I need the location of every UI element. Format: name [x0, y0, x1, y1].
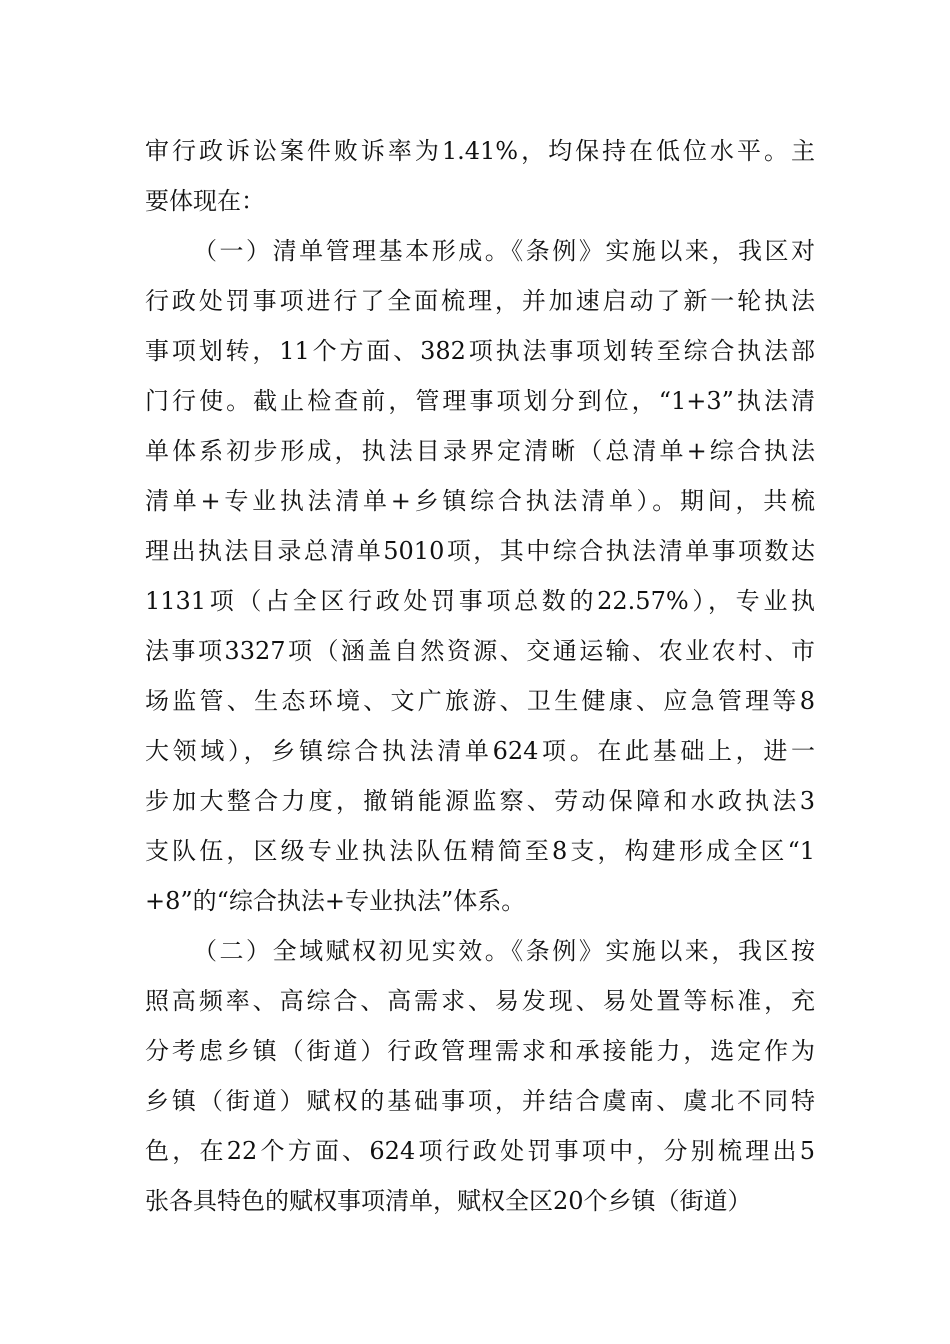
text-line: 张各具特色的赋权事项清单，赋权全区20个乡镇（街道）	[145, 1187, 752, 1215]
text-line: +8”的“综合执法+专业执法”体系。	[145, 887, 526, 915]
text-line: 清单+专业执法清单+乡镇综合执法清单）。期间，共梳	[145, 487, 815, 515]
section-heading-line: （一）清单管理基本形成。《条例》实施以来，我区对	[193, 237, 815, 265]
text-line: 单体系初步形成，执法目录界定清晰（总清单+综合执法	[145, 437, 815, 465]
text-line: 理出执法目录总清单5010项，其中综合执法清单事项数达	[145, 537, 815, 565]
text-line: 乡镇（街道）赋权的基础事项，并结合虞南、虞北不同特	[145, 1087, 815, 1115]
text-line: 事项划转，11个方面、382项执法事项划转至综合执法部	[145, 337, 815, 365]
text-line: 照高频率、高综合、高需求、易发现、易处置等标准，充	[145, 987, 815, 1015]
text-line: 场监管、生态环境、文广旅游、卫生健康、应急管理等8	[145, 687, 815, 715]
document-body	[145, 126, 815, 1226]
text-line: 分考虑乡镇（街道）行政管理需求和承接能力，选定作为	[145, 1037, 815, 1065]
text-line: 1131项（占全区行政处罚事项总数的22.57%），专业执	[145, 587, 815, 615]
text-line: 大领域），乡镇综合执法清单624项。在此基础上，进一	[145, 737, 815, 765]
text-line: 步加大整合力度，撤销能源监察、劳动保障和水政执法3	[145, 787, 815, 815]
text-line: 法事项3327项（涵盖自然资源、交通运输、农业农村、市	[145, 637, 815, 665]
section-heading-line: （二）全域赋权初见实效。《条例》实施以来，我区按	[193, 937, 815, 965]
text-line: 色，在22个方面、624项行政处罚事项中，分别梳理出5	[145, 1137, 815, 1165]
text-line: 要体现在：	[145, 187, 265, 215]
text-line: 行政处罚事项进行了全面梳理，并加速启动了新一轮执法	[145, 287, 815, 315]
text-line: 门行使。截止检查前，管理事项划分到位，“1+3”执法清	[145, 387, 815, 415]
text-line: 审行政诉讼案件败诉率为1.41%，均保持在低位水平。主	[145, 137, 815, 165]
text-line: 支队伍，区级专业执法队伍精简至8支，构建形成全区“1	[145, 837, 815, 865]
